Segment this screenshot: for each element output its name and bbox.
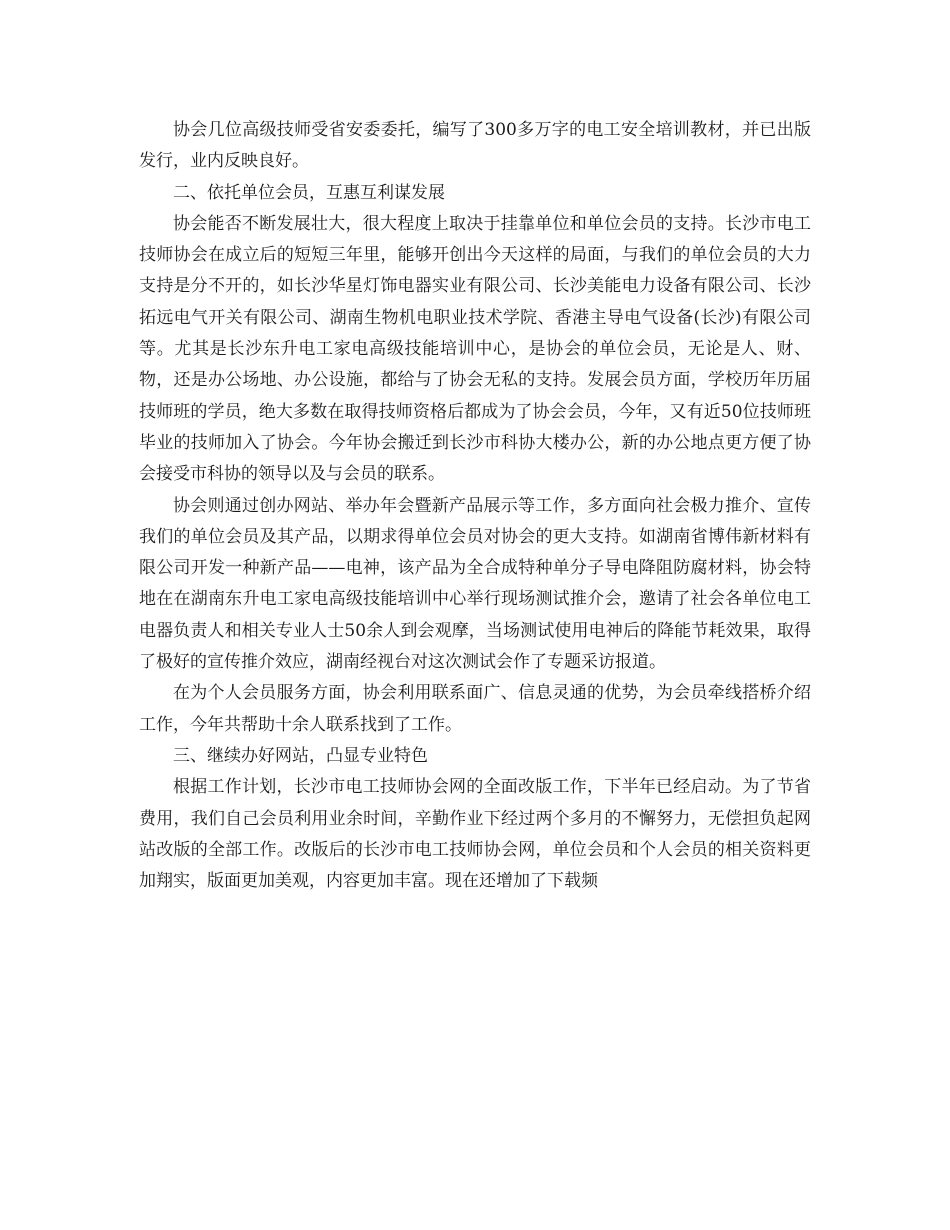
- paragraph-individual-members: 在为个人会员服务方面，协会利用联系面广、信息灵通的优势，为会员牵线搭桥介绍工作，今年共帮助十余人联系找到了工作。: [139, 683, 811, 735]
- section-heading-2: 二、依托单位会员，互惠互利谋发展: [173, 182, 445, 203]
- paragraph-unit-members-support: 协会能否不断发展壮大，很大程度上取决于挂靠单位和单位会员的支持。长沙市电工技师协会在成立后的短短三年里，能够开创出今天这样的局面，与我们的单位会员的大力支持是分不开的，如长沙华星灯饰电器实业有限公司、长沙美能电力设备有限公司、长沙拓远电气开关有限公司、湖南生物机电职业技术学院、香港主导电气设备(长沙)有限公司等。尤其是长沙东升电工家电高级技能培训中心，是协会的单位会员，无论是人、财、物，还是办公场地、办公设施，都给与了协会无私的支持。发展会员方面，学校历年历届技师班的学员，绝大多数在取得技师资格后都成为了协会会员，今年，又有近50位技师班毕业的技师加入了协会。今年协会搬迁到长沙市科协大楼办公，新的办公地点更方便了协会接受市科协的领导以及与会员的联系。: [139, 213, 811, 485]
- paragraph-training-materials: 协会几位高级技师受省安委委托，编写了300多万字的电工安全培训教材，并已出版发行，业内反映良好。: [139, 120, 811, 172]
- paragraph-promotion: 协会则通过创办网站、举办年会暨新产品展示等工作，多方面向社会极力推介、宣传我们的单位会员及其产品，以期求得单位会员对协会的更大支持。如湖南省博伟新材料有限公司开发一种新产品——电神，该产品为全合成特种单分子导电降阻防腐材料，协会特地在在湖南东升电工家电高级技能培训中心举行现场测试推介会，邀请了社会各单位电工电器负责人和相关专业人士50余人到会观摩，当场测试使用电神后的降能节耗效果，取得了极好的宣传推介效应，湖南经视台对这次测试会作了专题采访报道。: [139, 495, 811, 673]
- paragraph-website-redesign: 根据工作计划，长沙市电工技师协会网的全面改版工作，下半年已经启动。为了节省费用，我们自己会员利用业余时间，辛勤作业下经过两个多月的不懈努力，无偿担负起网站改版的全部工作。改版后的长沙市电工技师协会网，单位会员和个人会员的相关资料更加翔实，版面更加美观，内容更加丰富。现在还增加了下载频: [139, 777, 811, 892]
- section-heading-3: 三、继续办好网站，凸显专业特色: [173, 745, 428, 766]
- document-body: [139, 115, 811, 897]
